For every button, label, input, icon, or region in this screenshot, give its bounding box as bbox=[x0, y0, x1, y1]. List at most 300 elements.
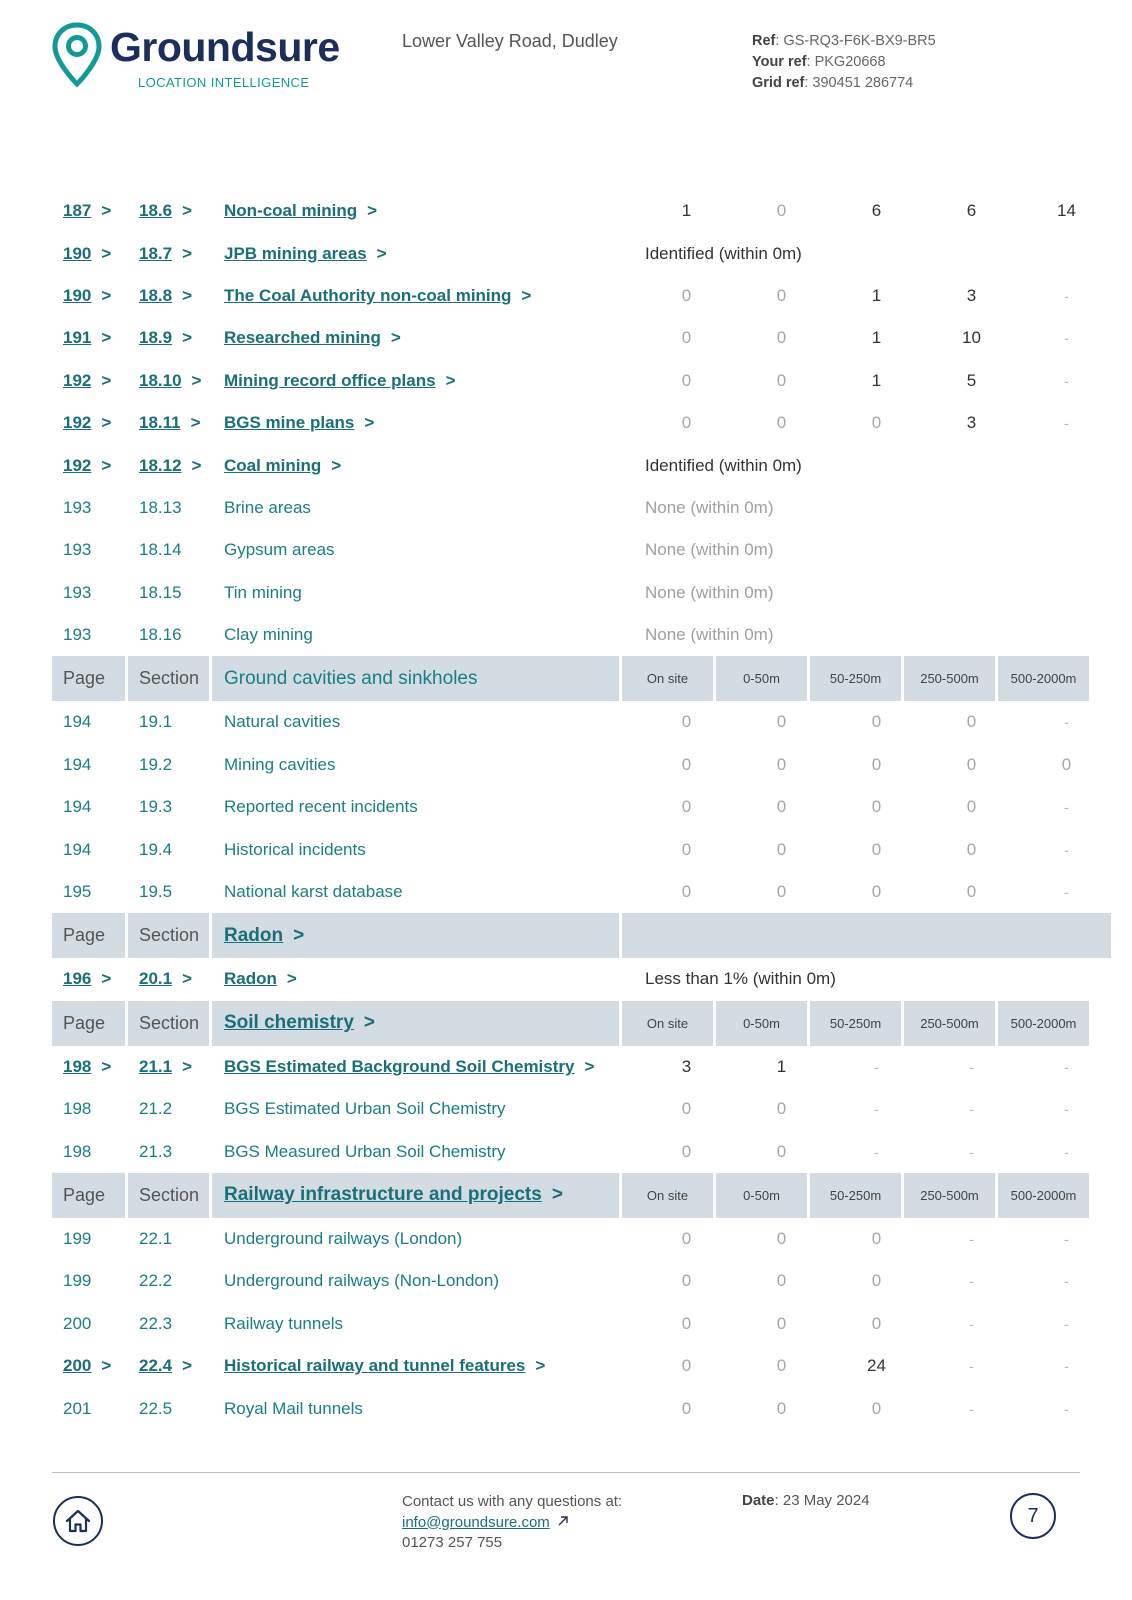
dataset-name[interactable] bbox=[224, 1046, 594, 1088]
table-row[interactable] bbox=[52, 1345, 1111, 1387]
header-section: Section bbox=[128, 656, 209, 701]
dataset-name bbox=[224, 744, 336, 786]
section-ref bbox=[139, 614, 182, 656]
chevron-right-icon[interactable]: > bbox=[191, 370, 202, 390]
chevron-right-icon[interactable]: > bbox=[101, 413, 112, 433]
chevron-right-icon[interactable]: > bbox=[182, 1356, 193, 1376]
table-row bbox=[52, 614, 1111, 656]
home-icon bbox=[64, 1508, 92, 1534]
section-ref bbox=[139, 1260, 172, 1302]
chevron-right-icon[interactable]: > bbox=[584, 1056, 595, 1076]
section-ref bbox=[139, 1303, 172, 1345]
count-value: 0 bbox=[776, 1356, 787, 1376]
count-value: 0 bbox=[681, 797, 692, 817]
section-ref-text: 21.3 bbox=[139, 1141, 173, 1161]
table-row bbox=[52, 1130, 1111, 1172]
count-value: - bbox=[969, 1273, 974, 1290]
table-row[interactable] bbox=[52, 444, 1111, 486]
count-value: - bbox=[1064, 1101, 1069, 1118]
distance-column-header: 50-250m bbox=[810, 1173, 901, 1218]
chevron-right-icon[interactable]: > bbox=[191, 455, 202, 475]
distance-column-header: 0-50m bbox=[716, 1001, 807, 1046]
page-ref bbox=[63, 572, 91, 614]
dataset-name-text[interactable]: BGS mine plans bbox=[224, 413, 355, 433]
chevron-right-icon[interactable]: > bbox=[101, 328, 112, 348]
summary-value: None (within 0m) bbox=[645, 497, 774, 517]
distance-column-header: 250-500m bbox=[904, 1001, 995, 1046]
page-ref-text: 198 bbox=[63, 1141, 92, 1161]
page-ref bbox=[63, 614, 91, 656]
page-ref-text: 193 bbox=[63, 582, 92, 602]
dataset-name bbox=[224, 1088, 506, 1130]
count-value: - bbox=[1064, 330, 1069, 347]
page-ref-text: 199 bbox=[63, 1229, 92, 1248]
summary-value: Identified (within 0m) bbox=[645, 455, 802, 475]
chevron-right-icon[interactable]: > bbox=[521, 285, 532, 305]
page-ref[interactable] bbox=[63, 232, 111, 274]
count-value: 6 bbox=[871, 201, 882, 221]
count-value: 0 bbox=[871, 1229, 882, 1248]
table-row[interactable] bbox=[52, 1046, 1111, 1088]
section-ref bbox=[139, 786, 172, 828]
count-value: - bbox=[969, 1358, 974, 1375]
table-header-row bbox=[52, 1001, 1111, 1046]
section-ref[interactable] bbox=[139, 190, 192, 232]
chevron-right-icon[interactable]: > bbox=[101, 1356, 112, 1376]
chevron-right-icon[interactable]: > bbox=[182, 328, 193, 348]
footer-divider bbox=[52, 1472, 1080, 1473]
dataset-name-text[interactable]: Mining record office plans bbox=[224, 370, 436, 390]
section-ref-text[interactable]: 18.11 bbox=[139, 413, 181, 433]
page-ref-text: 193 bbox=[63, 497, 92, 517]
header-page: Page bbox=[52, 656, 125, 701]
chevron-right-icon[interactable]: > bbox=[182, 201, 193, 221]
group-title-text[interactable]: Radon bbox=[224, 924, 284, 946]
count-value: - bbox=[1064, 1143, 1069, 1160]
count-value: 0 bbox=[681, 1313, 692, 1333]
count-value: 10 bbox=[962, 328, 981, 348]
table-row[interactable] bbox=[52, 275, 1111, 317]
count-value: 0 bbox=[681, 882, 692, 902]
section-ref[interactable] bbox=[139, 1046, 192, 1088]
section-ref[interactable] bbox=[139, 360, 201, 402]
chevron-right-icon[interactable]: > bbox=[363, 1012, 375, 1034]
dataset-name bbox=[224, 487, 311, 529]
dataset-name-text[interactable]: BGS Estimated Background Soil Chemistry bbox=[224, 1056, 575, 1076]
page-ref-text: 193 bbox=[63, 540, 92, 560]
report-date bbox=[742, 1492, 870, 1509]
count-value: 0 bbox=[681, 328, 692, 348]
chevron-right-icon[interactable]: > bbox=[551, 1184, 563, 1206]
page-ref-text: 199 bbox=[63, 1271, 92, 1291]
page-ref[interactable] bbox=[63, 1345, 111, 1387]
count-value: - bbox=[969, 1231, 974, 1247]
group-title[interactable] bbox=[212, 913, 619, 958]
home-button[interactable] bbox=[53, 1496, 103, 1546]
page-number: 7 bbox=[1010, 1493, 1056, 1539]
dataset-name-text: BGS Measured Urban Soil Chemistry bbox=[224, 1141, 506, 1161]
dataset-name-text: Railway tunnels bbox=[224, 1313, 344, 1333]
table-row[interactable] bbox=[52, 190, 1111, 232]
section-ref-text: 19.5 bbox=[139, 882, 173, 902]
table-header-row bbox=[52, 913, 1111, 958]
chevron-right-icon[interactable]: > bbox=[367, 201, 378, 221]
table-row[interactable] bbox=[52, 317, 1111, 359]
page-ref-text[interactable]: 191 bbox=[63, 328, 92, 348]
distance-column-header: On site bbox=[622, 1001, 713, 1046]
page-ref bbox=[63, 871, 91, 913]
dataset-name bbox=[224, 1218, 462, 1260]
page-ref-text: 193 bbox=[63, 625, 92, 645]
grid-ref-label: Grid ref bbox=[752, 75, 805, 91]
summary-value: Less than 1% (within 0m) bbox=[645, 969, 836, 989]
chevron-right-icon[interactable]: > bbox=[101, 285, 112, 305]
section-ref-text[interactable]: 18.10 bbox=[139, 370, 182, 390]
count-value: 0 bbox=[681, 1356, 692, 1376]
section-ref-text[interactable]: 18.7 bbox=[139, 243, 173, 263]
section-ref bbox=[139, 487, 182, 529]
count-value: 0 bbox=[681, 1398, 692, 1418]
page-ref bbox=[63, 1088, 91, 1130]
count-value: 0 bbox=[871, 882, 882, 902]
contact-text: Contact us with any questions at: bbox=[402, 1493, 623, 1510]
dataset-name bbox=[224, 1130, 506, 1172]
page-ref bbox=[63, 701, 91, 743]
chevron-right-icon[interactable]: > bbox=[101, 1056, 112, 1076]
chevron-right-icon[interactable]: > bbox=[390, 328, 401, 348]
page-ref-text[interactable]: 190 bbox=[63, 285, 92, 305]
count-value: - bbox=[874, 1058, 879, 1075]
page-ref-text[interactable]: 192 bbox=[63, 413, 92, 433]
section-ref bbox=[139, 529, 182, 571]
section-ref[interactable] bbox=[139, 444, 201, 486]
count-value: - bbox=[1064, 1315, 1069, 1332]
dataset-name-text: Clay mining bbox=[224, 625, 313, 645]
count-value: - bbox=[1064, 799, 1069, 816]
dataset-name bbox=[224, 614, 313, 656]
table-row bbox=[52, 1218, 1111, 1260]
group-title[interactable] bbox=[212, 1001, 619, 1046]
dataset-name-text[interactable]: JPB mining areas bbox=[224, 243, 367, 263]
chevron-right-icon[interactable]: > bbox=[535, 1356, 546, 1376]
count-value: 0 bbox=[776, 1229, 787, 1248]
section-ref-text: 19.1 bbox=[139, 712, 173, 732]
page-ref[interactable] bbox=[63, 958, 111, 1000]
group-title-text[interactable]: Railway infrastructure and projects bbox=[224, 1184, 542, 1206]
section-ref-text: 22.5 bbox=[139, 1398, 173, 1418]
section-ref-text[interactable]: 21.1 bbox=[139, 1056, 173, 1076]
page-ref bbox=[63, 786, 91, 828]
page-ref-text[interactable]: 198 bbox=[63, 1056, 92, 1076]
count-value: 0 bbox=[776, 285, 787, 305]
distance-column-header: 0-50m bbox=[716, 656, 807, 701]
section-ref-text[interactable]: 18.8 bbox=[139, 285, 173, 305]
contact-block bbox=[402, 1492, 622, 1554]
count-value: - bbox=[1064, 372, 1069, 389]
page-ref bbox=[63, 1130, 91, 1172]
count-value: - bbox=[969, 1101, 974, 1118]
chevron-right-icon[interactable]: > bbox=[293, 924, 305, 946]
section-ref bbox=[139, 871, 172, 913]
summary-value: None (within 0m) bbox=[645, 540, 774, 560]
count-value: 0 bbox=[871, 413, 882, 433]
dataset-name-text[interactable]: Coal mining bbox=[224, 455, 322, 475]
dataset-name[interactable] bbox=[224, 958, 297, 1000]
table-row bbox=[52, 1387, 1111, 1429]
section-ref-text: 22.1 bbox=[139, 1229, 173, 1248]
section-ref-text[interactable]: 18.6 bbox=[139, 201, 173, 221]
dataset-name bbox=[224, 1260, 499, 1302]
page-ref-text[interactable]: 200 bbox=[63, 1356, 92, 1376]
page-ref[interactable] bbox=[63, 190, 111, 232]
count-value: 0 bbox=[871, 1313, 882, 1333]
chevron-right-icon[interactable]: > bbox=[101, 201, 112, 221]
external-link-icon bbox=[557, 1515, 569, 1527]
section-ref[interactable] bbox=[139, 958, 192, 1000]
count-value: 14 bbox=[1057, 201, 1076, 221]
email-link[interactable]: info@groundsure.com bbox=[402, 1513, 550, 1531]
count-value: 1 bbox=[871, 370, 882, 390]
your-ref-label: Your ref bbox=[752, 54, 807, 70]
summary-value: None (within 0m) bbox=[645, 625, 774, 645]
section-ref bbox=[139, 1218, 172, 1260]
distance-column-header: 500-2000m bbox=[998, 1001, 1089, 1046]
chevron-right-icon[interactable]: > bbox=[182, 969, 193, 989]
dataset-name bbox=[224, 828, 366, 870]
count-value: 0 bbox=[776, 201, 787, 221]
section-ref-text: 19.3 bbox=[139, 797, 173, 817]
chevron-right-icon[interactable]: > bbox=[101, 969, 112, 989]
count-value: 0 bbox=[776, 1271, 787, 1291]
table-row[interactable] bbox=[52, 958, 1111, 1000]
header-blank bbox=[622, 913, 1111, 958]
chevron-right-icon[interactable]: > bbox=[101, 455, 112, 475]
table-row bbox=[52, 1303, 1111, 1345]
chevron-right-icon[interactable]: > bbox=[182, 243, 193, 263]
count-value: - bbox=[969, 1058, 974, 1075]
distance-column-header: 250-500m bbox=[904, 656, 995, 701]
section-ref bbox=[139, 828, 172, 870]
page-ref-text[interactable]: 190 bbox=[63, 243, 92, 263]
section-ref-text: 21.2 bbox=[139, 1099, 173, 1119]
dataset-name-text: Brine areas bbox=[224, 497, 311, 517]
dataset-name-text: Historical incidents bbox=[224, 839, 366, 859]
section-ref-text[interactable]: 18.9 bbox=[139, 328, 173, 348]
chevron-right-icon[interactable]: > bbox=[182, 285, 193, 305]
table-header-row bbox=[52, 656, 1111, 701]
count-value: - bbox=[1064, 714, 1069, 731]
section-ref[interactable] bbox=[139, 317, 192, 359]
dataset-name-text: BGS Estimated Urban Soil Chemistry bbox=[224, 1099, 506, 1119]
chevron-right-icon[interactable]: > bbox=[190, 413, 201, 433]
count-value: 0 bbox=[681, 754, 692, 774]
table-row bbox=[52, 701, 1111, 743]
summary-table bbox=[52, 190, 1111, 1430]
dataset-name-text: Reported recent incidents bbox=[224, 797, 418, 817]
section-ref[interactable] bbox=[139, 1345, 192, 1387]
page-ref-text: 194 bbox=[63, 797, 92, 817]
dataset-name[interactable] bbox=[224, 444, 341, 486]
count-value: 0 bbox=[871, 1271, 882, 1291]
section-ref[interactable] bbox=[139, 275, 192, 317]
page-ref[interactable] bbox=[63, 360, 111, 402]
count-value: 0 bbox=[966, 839, 977, 859]
count-value: 0 bbox=[776, 1099, 787, 1119]
table-row bbox=[52, 1260, 1111, 1302]
count-value: 0 bbox=[681, 839, 692, 859]
count-value: 0 bbox=[681, 1271, 692, 1291]
date-value: : 23 May 2024 bbox=[774, 1492, 870, 1509]
page-ref bbox=[63, 1387, 91, 1429]
groundsure-logo bbox=[52, 22, 352, 92]
count-value: 0 bbox=[871, 797, 882, 817]
reference-block bbox=[752, 31, 936, 94]
table-row[interactable] bbox=[52, 402, 1111, 444]
distance-column-header: 0-50m bbox=[716, 1173, 807, 1218]
dataset-name-text: Natural cavities bbox=[224, 712, 341, 732]
chevron-right-icon[interactable]: > bbox=[364, 413, 375, 433]
section-ref-text: 22.2 bbox=[139, 1271, 173, 1291]
count-value: - bbox=[1064, 884, 1069, 901]
count-value: - bbox=[1064, 1358, 1069, 1375]
dataset-name[interactable] bbox=[224, 232, 387, 274]
dataset-name-text[interactable]: Historical railway and tunnel features bbox=[224, 1356, 526, 1376]
section-ref-text: 18.16 bbox=[139, 625, 182, 645]
count-value: 0 bbox=[681, 1141, 692, 1161]
page-ref-text[interactable]: 192 bbox=[63, 370, 92, 390]
count-value: 0 bbox=[681, 1229, 692, 1248]
section-ref[interactable] bbox=[139, 402, 201, 444]
count-value: - bbox=[1064, 415, 1069, 432]
dataset-name[interactable] bbox=[224, 402, 374, 444]
dataset-name[interactable] bbox=[224, 360, 456, 402]
dataset-name[interactable] bbox=[224, 275, 531, 317]
count-value: 5 bbox=[966, 370, 977, 390]
distance-column-header: 500-2000m bbox=[998, 1173, 1089, 1218]
ref-value: : GS-RQ3-F6K-BX9-BR5 bbox=[775, 33, 936, 49]
section-ref-text[interactable]: 20.1 bbox=[139, 969, 173, 989]
dataset-name[interactable] bbox=[224, 317, 401, 359]
count-value: 0 bbox=[871, 754, 882, 774]
count-value: - bbox=[1064, 1400, 1069, 1417]
page-ref-text: 194 bbox=[63, 839, 92, 859]
dataset-name[interactable] bbox=[224, 1345, 545, 1387]
dataset-name-text[interactable]: The Coal Authority non-coal mining bbox=[224, 285, 512, 305]
page-ref[interactable] bbox=[63, 444, 111, 486]
dataset-name[interactable] bbox=[224, 190, 377, 232]
page-ref-text: 198 bbox=[63, 1099, 92, 1119]
location-pin-icon bbox=[52, 22, 102, 88]
header-page: Page bbox=[52, 1001, 125, 1046]
dataset-name-text: Royal Mail tunnels bbox=[224, 1398, 363, 1418]
chevron-right-icon[interactable]: > bbox=[331, 455, 342, 475]
count-value: 0 bbox=[776, 712, 787, 732]
section-ref-text: 19.4 bbox=[139, 839, 173, 859]
chevron-right-icon[interactable]: > bbox=[101, 370, 112, 390]
table-row bbox=[52, 487, 1111, 529]
section-ref bbox=[139, 1387, 172, 1429]
header-page: Page bbox=[52, 913, 125, 958]
dataset-name-text: National karst database bbox=[224, 882, 403, 902]
count-value: 1 bbox=[871, 285, 882, 305]
section-ref[interactable] bbox=[139, 232, 192, 274]
date-label: Date bbox=[742, 1492, 775, 1509]
page-ref-text[interactable]: 187 bbox=[63, 201, 92, 221]
page-ref-text: 200 bbox=[63, 1313, 92, 1333]
count-value: 0 bbox=[776, 754, 787, 774]
count-value: 0 bbox=[966, 712, 977, 732]
chevron-right-icon[interactable]: > bbox=[101, 243, 112, 263]
page-ref[interactable] bbox=[63, 1046, 111, 1088]
grid-ref-value: : 390451 286774 bbox=[804, 75, 914, 91]
group-title-text[interactable]: Soil chemistry bbox=[224, 1012, 354, 1034]
table-header-row bbox=[52, 1173, 1111, 1218]
table-row bbox=[52, 744, 1111, 786]
group-title bbox=[212, 656, 619, 701]
distance-column-header: On site bbox=[622, 1173, 713, 1218]
section-ref-text: 22.3 bbox=[139, 1313, 173, 1333]
page-ref bbox=[63, 1260, 91, 1302]
count-value: 0 bbox=[871, 839, 882, 859]
table-row bbox=[52, 786, 1111, 828]
chevron-right-icon[interactable]: > bbox=[445, 370, 456, 390]
count-value: - bbox=[969, 1400, 974, 1417]
section-ref bbox=[139, 1130, 172, 1172]
count-value: 0 bbox=[776, 413, 787, 433]
table-row bbox=[52, 1088, 1111, 1130]
table-row[interactable] bbox=[52, 232, 1111, 274]
page-ref bbox=[63, 828, 91, 870]
brand-tagline: LOCATION INTELLIGENCE bbox=[138, 75, 310, 90]
chevron-right-icon[interactable]: > bbox=[376, 243, 387, 263]
summary-value: Identified (within 0m) bbox=[645, 243, 802, 263]
dataset-name-text: Gypsum areas bbox=[224, 540, 335, 560]
table-row[interactable] bbox=[52, 360, 1111, 402]
page-ref-text[interactable]: 196 bbox=[63, 969, 92, 989]
section-ref-text[interactable]: 18.12 bbox=[139, 455, 182, 475]
count-value: - bbox=[969, 1143, 974, 1160]
dataset-name-text[interactable]: Non-coal mining bbox=[224, 201, 358, 221]
count-value: 0 bbox=[776, 1313, 787, 1333]
phone-number: 01273 257 755 bbox=[402, 1534, 503, 1551]
distance-column-header: 50-250m bbox=[810, 656, 901, 701]
dataset-name bbox=[224, 786, 418, 828]
page-ref-text[interactable]: 192 bbox=[63, 455, 92, 475]
dataset-name-text[interactable]: Radon bbox=[224, 969, 277, 989]
count-value: - bbox=[969, 1315, 974, 1332]
page-ref bbox=[63, 529, 91, 571]
count-value: 1 bbox=[776, 1056, 787, 1076]
distance-column-header: 500-2000m bbox=[998, 656, 1089, 701]
count-value: 0 bbox=[681, 712, 692, 732]
group-title[interactable] bbox=[212, 1173, 619, 1218]
page-ref[interactable] bbox=[63, 317, 111, 359]
page-ref-text: 194 bbox=[63, 754, 92, 774]
count-value: - bbox=[1064, 1231, 1069, 1247]
dataset-name-text[interactable]: Researched mining bbox=[224, 328, 381, 348]
count-value: 0 bbox=[966, 797, 977, 817]
section-ref-text[interactable]: 22.4 bbox=[139, 1356, 173, 1376]
brand-name: Groundsure bbox=[110, 24, 340, 70]
summary-value: None (within 0m) bbox=[645, 582, 774, 602]
page-ref[interactable] bbox=[63, 275, 111, 317]
dataset-name bbox=[224, 1303, 343, 1345]
chevron-right-icon[interactable]: > bbox=[182, 1056, 193, 1076]
count-value: 0 bbox=[776, 328, 787, 348]
chevron-right-icon[interactable]: > bbox=[286, 969, 297, 989]
count-value: 0 bbox=[681, 370, 692, 390]
page-ref[interactable] bbox=[63, 402, 111, 444]
